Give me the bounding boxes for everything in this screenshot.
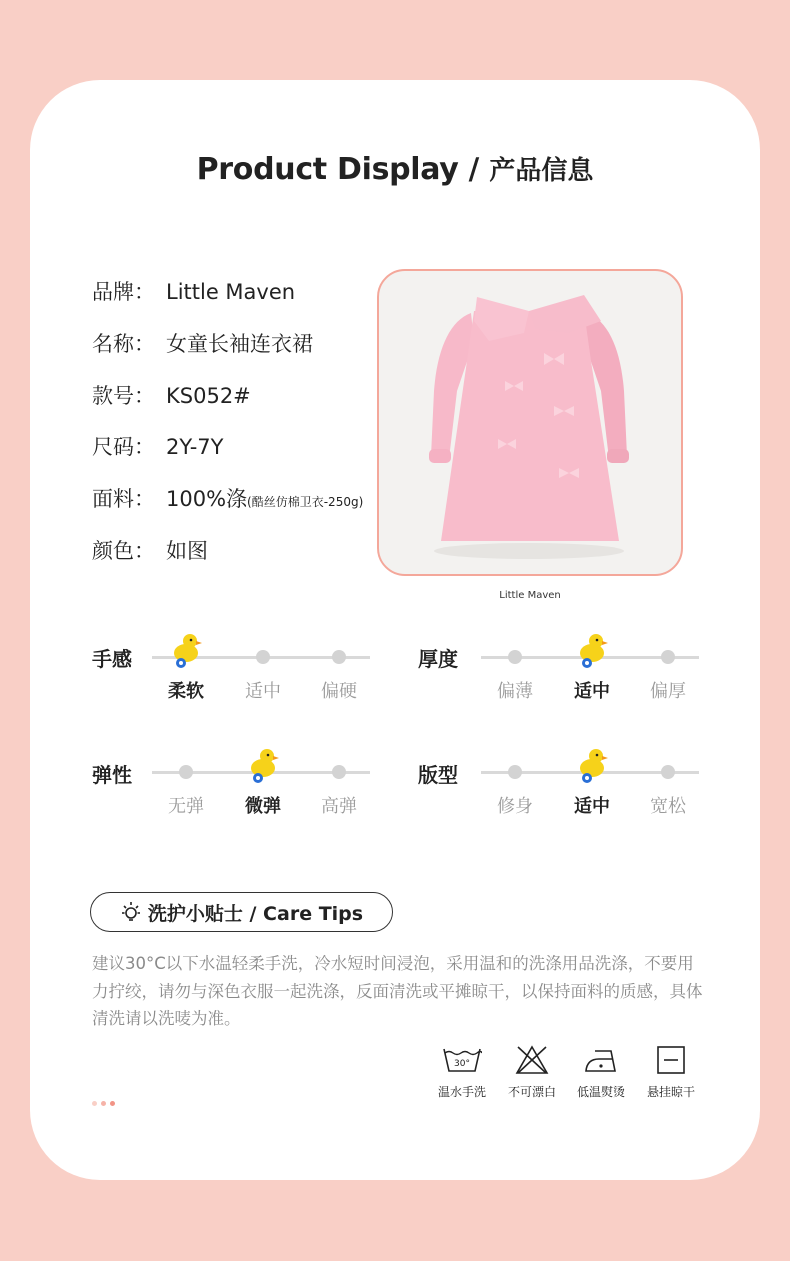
scale-dot: [179, 765, 193, 779]
no-bleach-icon: [515, 1045, 549, 1075]
care-icon-label: 低温熨烫: [576, 1085, 625, 1099]
care-tips-heading: [90, 892, 393, 932]
low-iron-icon: [583, 1045, 619, 1075]
scale-label-thickness: 厚度: [418, 647, 458, 671]
hand-wash-icon: [442, 1045, 482, 1075]
scale-option: 修身: [497, 796, 533, 817]
scale-option: 微弹: [245, 796, 281, 817]
scale-option: 柔软: [168, 681, 204, 702]
spec-name: [92, 328, 313, 358]
care-no-bleach: [497, 1045, 567, 1100]
spec-label: 面料：: [92, 487, 155, 511]
scale-dot: [661, 765, 675, 779]
photo-caption: Little Maven: [499, 590, 561, 601]
scale-option: 宽松: [650, 796, 686, 817]
duck-marker-icon: [169, 633, 203, 669]
scale-option: 无弹: [168, 796, 204, 817]
scale-label-fit: 版型: [418, 763, 458, 787]
spec-size: [92, 431, 223, 461]
spec-note: (酷丝仿棉卫衣-250g): [247, 495, 364, 509]
scale-option: 适中: [574, 796, 610, 817]
scale-option: 适中: [574, 681, 610, 702]
title-zh: 产品信息: [489, 156, 594, 186]
hang-dry-icon: [656, 1045, 686, 1075]
scale-option: 偏厚: [650, 681, 686, 702]
spec-label: 尺码：: [92, 435, 155, 459]
title-en: Product Display: [196, 152, 459, 187]
spec-value: 女童长袖连衣裙: [166, 332, 313, 356]
duck-marker-icon: [246, 748, 280, 784]
spec-label: 款号：: [92, 384, 155, 408]
scale-option: 高弹: [321, 796, 357, 817]
spec-label: 品牌：: [92, 280, 155, 304]
page-title: [0, 150, 790, 187]
scale-dot: [661, 650, 675, 664]
spec-value: KS052#: [166, 384, 251, 408]
scale-label-hand-feel: 手感: [92, 647, 132, 671]
care-icon-label: 不可漂白: [507, 1085, 556, 1099]
care-instructions: 建议30°C以下水温轻柔手洗，冷水短时间浸泡，采用温和的洗涤用品洗涤，不要用力拧绞，请勿与深色衣服一起洗涤，反面清洗或平摊晾干，以保持面料的质感，具体清洗请以洗唛为准。: [92, 954, 703, 1028]
spec-label: 名称：: [92, 332, 155, 356]
page-dot: [101, 1101, 106, 1106]
spec-fabric: [92, 483, 363, 513]
duck-marker-icon: [575, 633, 609, 669]
scale-option: 偏硬: [321, 681, 357, 702]
spec-value: Little Maven: [166, 280, 296, 304]
scale-dot: [332, 765, 346, 779]
care-icon-label: 悬挂晾干: [646, 1085, 695, 1099]
spec-value: 2Y-7Y: [166, 435, 224, 459]
scale-dot: [508, 765, 522, 779]
product-photo: [377, 269, 683, 576]
care-low-iron: [566, 1045, 636, 1100]
spec-label: 颜色：: [92, 539, 155, 563]
spec-value: 100%涤: [166, 487, 248, 511]
lightbulb-icon: [120, 901, 142, 923]
title-separator: /: [458, 152, 490, 186]
spec-brand: [92, 276, 295, 306]
duck-marker-icon: [575, 748, 609, 784]
scale-option: 适中: [245, 681, 281, 702]
scale-dot: [332, 650, 346, 664]
page-dot: [110, 1101, 115, 1106]
scale-dot: [256, 650, 270, 664]
spec-style-number: [92, 380, 251, 410]
page-indicator: [92, 1091, 119, 1110]
page-dot: [92, 1101, 97, 1106]
dress-illustration: [379, 271, 681, 574]
care-tips-title: 洗护小贴士 / Care Tips: [147, 902, 364, 925]
spec-value: 如图: [166, 539, 208, 563]
scale-option: 偏薄: [497, 681, 533, 702]
care-icon-label: 温水手洗: [437, 1085, 486, 1099]
scale-dot: [508, 650, 522, 664]
spec-color: [92, 535, 208, 565]
care-hang-dry: [636, 1045, 706, 1100]
wash-temperature: 30°: [454, 1059, 470, 1069]
care-hand-wash: [427, 1045, 497, 1100]
scale-label-elasticity: 弹性: [92, 763, 132, 787]
